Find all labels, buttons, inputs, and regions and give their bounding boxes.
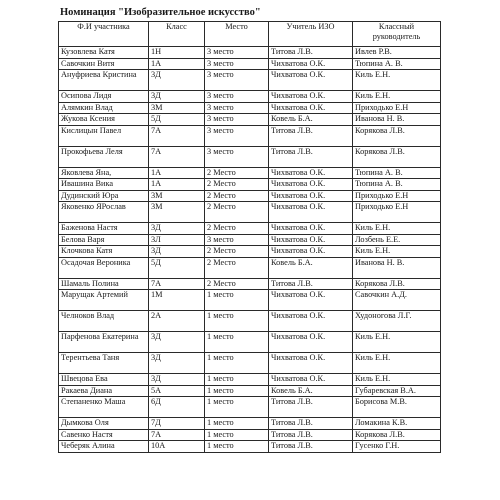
cell-art-teacher: Чихватова О.К. <box>269 70 353 91</box>
cell-class-teacher: Киль Е.Н. <box>353 70 441 91</box>
cell-place: 2 Место <box>205 278 269 290</box>
cell-place: 2 Место <box>205 257 269 278</box>
cell-class: 3Д <box>149 246 205 258</box>
column-header-class-teacher: Классный руководитель <box>353 22 441 47</box>
cell-participant-name: Степаненко Маша <box>59 397 149 418</box>
cell-place: 1 место <box>205 418 269 430</box>
cell-place: 2 Место <box>205 223 269 235</box>
cell-class: 1М <box>149 290 205 311</box>
table-row <box>59 146 441 167</box>
cell-participant-name: Кузовлева Катя <box>59 47 149 59</box>
results-table <box>58 21 441 453</box>
table-row <box>59 179 441 191</box>
cell-place: 1 место <box>205 397 269 418</box>
cell-place: 3 место <box>205 146 269 167</box>
cell-class: 5Д <box>149 114 205 126</box>
cell-participant-name: Дудинский Юра <box>59 190 149 202</box>
cell-place: 1 место <box>205 441 269 453</box>
table-row <box>59 102 441 114</box>
cell-participant-name: Парфенова Екатерина <box>59 332 149 353</box>
cell-participant-name: Швецова Ева <box>59 374 149 386</box>
cell-class-teacher: Тюпина А. В. <box>353 58 441 70</box>
cell-art-teacher: Чихватова О.К. <box>269 246 353 258</box>
table-row <box>59 91 441 103</box>
cell-class-teacher: Иванова Н. В. <box>353 257 441 278</box>
cell-art-teacher: Титова Л.В. <box>269 125 353 146</box>
cell-art-teacher: Чихватова О.К. <box>269 290 353 311</box>
cell-class-teacher: Корякова Л.В. <box>353 429 441 441</box>
cell-class-teacher: Ломакина К.В. <box>353 418 441 430</box>
cell-class-teacher: Худоногова Л.Г. <box>353 311 441 332</box>
cell-class: 5Д <box>149 257 205 278</box>
cell-participant-name: Савочкин Витя <box>59 58 149 70</box>
cell-class-teacher: Киль Е.Н. <box>353 332 441 353</box>
table-row <box>59 70 441 91</box>
cell-art-teacher: Чихватова О.К. <box>269 190 353 202</box>
table-row <box>59 278 441 290</box>
cell-class-teacher: Приходько Е.Н <box>353 102 441 114</box>
cell-place: 1 место <box>205 385 269 397</box>
column-header-place: Место <box>205 22 269 47</box>
cell-class: 3Д <box>149 374 205 386</box>
table-row <box>59 290 441 311</box>
table-row <box>59 385 441 397</box>
cell-art-teacher: Ковель Б.А. <box>269 385 353 397</box>
cell-class: 7А <box>149 429 205 441</box>
cell-class-teacher: Корякова Л.В. <box>353 278 441 290</box>
cell-place: 3 место <box>205 58 269 70</box>
cell-art-teacher: Титова Л.В. <box>269 429 353 441</box>
table-row <box>59 114 441 126</box>
table-row <box>59 223 441 235</box>
cell-class: 1А <box>149 58 205 70</box>
cell-class-teacher: Киль Е.Н. <box>353 246 441 258</box>
cell-place: 1 место <box>205 290 269 311</box>
cell-place: 1 место <box>205 353 269 374</box>
cell-place: 2 Место <box>205 167 269 179</box>
cell-class-teacher: Савочкин А.Д. <box>353 290 441 311</box>
cell-participant-name: Савенко Настя <box>59 429 149 441</box>
cell-class-teacher: Корякова Л.В. <box>353 146 441 167</box>
cell-class-teacher: Приходько Е.Н <box>353 190 441 202</box>
cell-participant-name: Чеберяк Алина <box>59 441 149 453</box>
cell-art-teacher: Титова Л.В. <box>269 47 353 59</box>
page-title: Номинация "Изобразительное искусство" <box>60 7 261 18</box>
cell-art-teacher: Титова Л.В. <box>269 441 353 453</box>
cell-art-teacher: Чихватова О.К. <box>269 332 353 353</box>
cell-class-teacher: Губаревская В.А. <box>353 385 441 397</box>
cell-art-teacher: Титова Л.В. <box>269 397 353 418</box>
cell-place: 3 место <box>205 47 269 59</box>
cell-class: 7Д <box>149 418 205 430</box>
table-row <box>59 397 441 418</box>
cell-class-teacher: Борисова М.В. <box>353 397 441 418</box>
table-row <box>59 374 441 386</box>
cell-art-teacher: Чихватова О.К. <box>269 167 353 179</box>
cell-class: 7А <box>149 278 205 290</box>
table-row <box>59 429 441 441</box>
table-row <box>59 441 441 453</box>
cell-art-teacher: Чихватова О.К. <box>269 202 353 223</box>
cell-class-teacher: Тюпина А. В. <box>353 167 441 179</box>
cell-place: 3 место <box>205 102 269 114</box>
cell-participant-name: Шамаль Полина <box>59 278 149 290</box>
cell-place: 2 Место <box>205 190 269 202</box>
cell-participant-name: Ракаева Диана <box>59 385 149 397</box>
cell-art-teacher: Титова Л.В. <box>269 278 353 290</box>
cell-art-teacher: Ковель Б.А. <box>269 114 353 126</box>
cell-class: 1А <box>149 179 205 191</box>
cell-participant-name: Алямкин Влад <box>59 102 149 114</box>
cell-place: 3 место <box>205 91 269 103</box>
cell-art-teacher: Чихватова О.К. <box>269 102 353 114</box>
cell-place: 3 место <box>205 70 269 91</box>
cell-participant-name: Осипова Лидя <box>59 91 149 103</box>
cell-participant-name: Осадочая Вероника <box>59 257 149 278</box>
cell-participant-name: Марущак Артемий <box>59 290 149 311</box>
cell-place: 2 Место <box>205 179 269 191</box>
cell-place: 3 место <box>205 234 269 246</box>
cell-art-teacher: Чихватова О.К. <box>269 223 353 235</box>
cell-class-teacher: Киль Е.Н. <box>353 91 441 103</box>
cell-class: 3Д <box>149 70 205 91</box>
cell-place: 3 место <box>205 125 269 146</box>
table-row <box>59 246 441 258</box>
cell-class: 10А <box>149 441 205 453</box>
cell-participant-name: Жукова Ксения <box>59 114 149 126</box>
cell-class: 3Д <box>149 332 205 353</box>
cell-class-teacher: Тюпина А. В. <box>353 179 441 191</box>
table-row <box>59 167 441 179</box>
cell-art-teacher: Чихватова О.К. <box>269 234 353 246</box>
table-row <box>59 234 441 246</box>
cell-class: 3Д <box>149 353 205 374</box>
cell-participant-name: Белова Варя <box>59 234 149 246</box>
column-header-name: Ф.И участника <box>59 22 149 47</box>
column-header-class: Класс <box>149 22 205 47</box>
cell-class: 5А <box>149 385 205 397</box>
cell-art-teacher: Чихватова О.К. <box>269 91 353 103</box>
cell-class-teacher: Киль Е.Н. <box>353 353 441 374</box>
table-row <box>59 47 441 59</box>
cell-participant-name: Терентьева Таня <box>59 353 149 374</box>
cell-art-teacher: Ковель Б.А. <box>269 257 353 278</box>
table-row <box>59 58 441 70</box>
cell-class: 3Д <box>149 223 205 235</box>
cell-place: 1 место <box>205 311 269 332</box>
table-row <box>59 190 441 202</box>
cell-place: 2 Место <box>205 246 269 258</box>
cell-place: 3 место <box>205 114 269 126</box>
cell-participant-name: Яковенко ЯРослав <box>59 202 149 223</box>
table-row <box>59 311 441 332</box>
cell-place: 2 Место <box>205 202 269 223</box>
cell-class: 3Д <box>149 91 205 103</box>
cell-class: 6Д <box>149 397 205 418</box>
cell-class: 3М <box>149 202 205 223</box>
cell-class-teacher: Киль Е.Н. <box>353 223 441 235</box>
cell-art-teacher: Титова Л.В. <box>269 146 353 167</box>
cell-class-teacher: Ивлев Р.В. <box>353 47 441 59</box>
cell-art-teacher: Чихватова О.К. <box>269 353 353 374</box>
cell-class: 7А <box>149 125 205 146</box>
table-header-row <box>59 22 441 47</box>
cell-participant-name: Клочкова Катя <box>59 246 149 258</box>
cell-art-teacher: Чихватова О.К. <box>269 58 353 70</box>
cell-class: 1А <box>149 167 205 179</box>
cell-participant-name: Ивашина Вика <box>59 179 149 191</box>
cell-class-teacher: Корякова Л.В. <box>353 125 441 146</box>
cell-participant-name: Дымкова Оля <box>59 418 149 430</box>
table-row <box>59 418 441 430</box>
cell-participant-name: Кислицын Павел <box>59 125 149 146</box>
table-row <box>59 202 441 223</box>
cell-class-teacher: Гусенко Г.Н. <box>353 441 441 453</box>
cell-participant-name: Баженова Настя <box>59 223 149 235</box>
table-row <box>59 125 441 146</box>
cell-class: 1Н <box>149 47 205 59</box>
cell-class-teacher: Приходько Е.Н <box>353 202 441 223</box>
column-header-teacher: Учитель ИЗО <box>269 22 353 47</box>
cell-class: 3М <box>149 190 205 202</box>
cell-class: 2А <box>149 311 205 332</box>
cell-participant-name: Яковлева Яна, <box>59 167 149 179</box>
cell-art-teacher: Чихватова О.К. <box>269 374 353 386</box>
cell-art-teacher: Чихватова О.К. <box>269 179 353 191</box>
cell-art-teacher: Титова Л.В. <box>269 418 353 430</box>
cell-participant-name: Ануфриева Кристина <box>59 70 149 91</box>
cell-art-teacher: Чихватова О.К. <box>269 311 353 332</box>
cell-class-teacher: Иванова Н. В. <box>353 114 441 126</box>
cell-class: 3М <box>149 102 205 114</box>
cell-class: 7А <box>149 146 205 167</box>
table-row <box>59 332 441 353</box>
cell-participant-name: Челноков Влад <box>59 311 149 332</box>
cell-place: 1 место <box>205 429 269 441</box>
table-row <box>59 257 441 278</box>
cell-class-teacher: Киль Е.Н. <box>353 374 441 386</box>
cell-place: 1 место <box>205 332 269 353</box>
cell-participant-name: Прокофьева Леля <box>59 146 149 167</box>
cell-class-teacher: Лозбень Е.Е. <box>353 234 441 246</box>
cell-class: 3Л <box>149 234 205 246</box>
table-row <box>59 353 441 374</box>
table-body <box>59 47 441 453</box>
cell-place: 1 место <box>205 374 269 386</box>
